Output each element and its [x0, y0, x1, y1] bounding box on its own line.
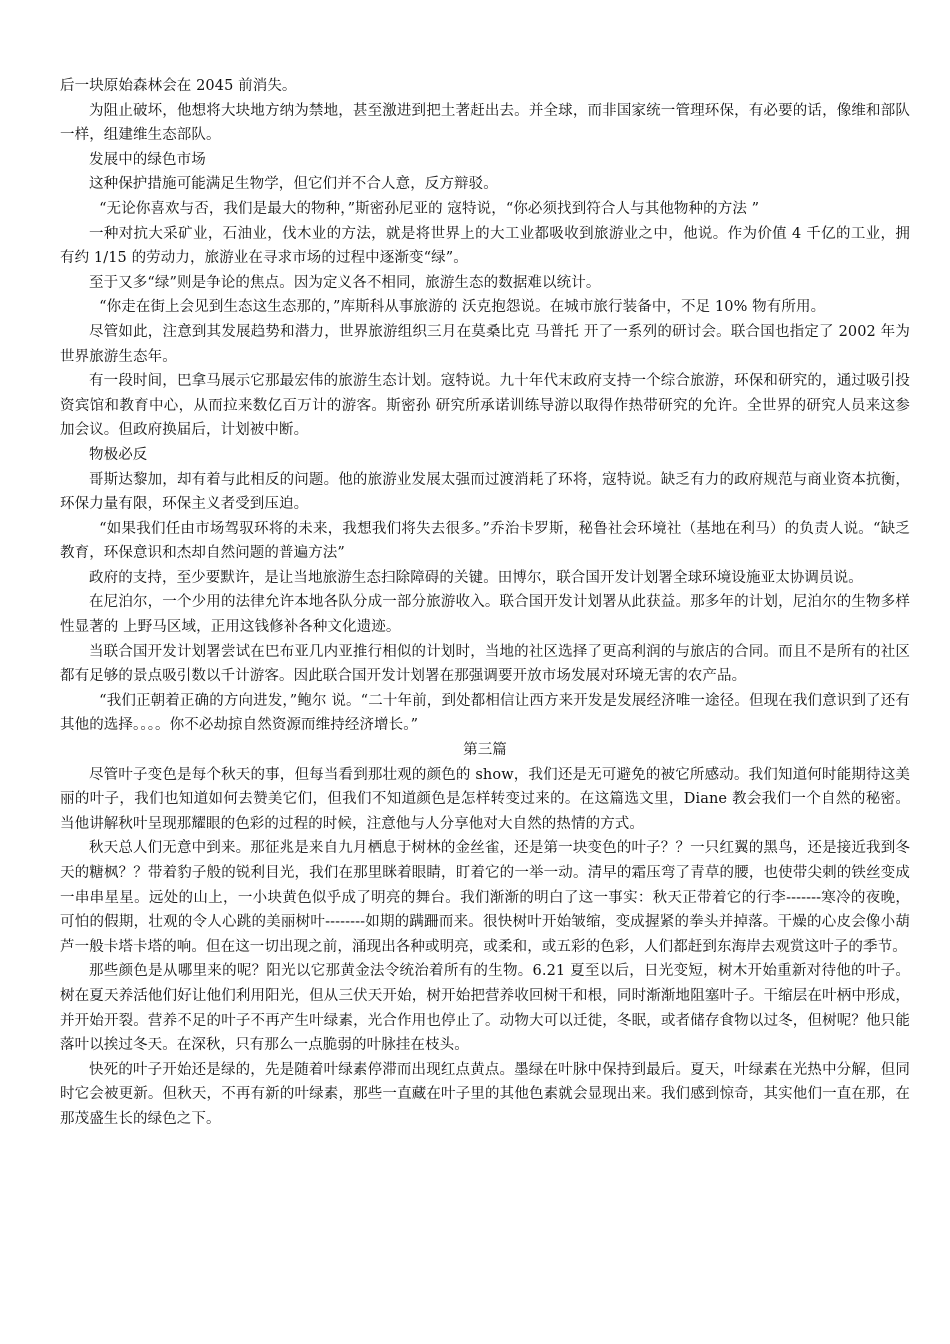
chapter-title-part-three: 第三篇	[463, 742, 507, 759]
section-heading-green-market: 发展中的绿色市场	[89, 151, 206, 168]
paragraph-6: 一种对抗大采矿业，石油业，伐木业的方法，就是将世界上的大工业都吸收到旅游业之中，他说。作为价值 4 千亿的工业，拥有约 1/15 的劳动力，旅游业在寻求市场的过程中逐渐变“绿”。	[60, 225, 910, 267]
paragraph-1: 后一块原始森林会在 2045 前消失。	[60, 78, 297, 94]
paragraph-15: 在尼泊尔，一个少用的法律允许本地各队分成一部分旅游收入。联合国开发计划署从此获益。那多年的计划，尼泊尔的生物多样性显著的 上野马区域，正用这钱修补各种文化遗迹。	[60, 594, 910, 636]
paragraph-19: 尽管叶子变色是每个秋天的事，但每当看到那壮观的颜色的 show，我们还是无可避免的被它所感动。我们知道何时能期待这美丽的叶子，我们也知道如何去赞美它们，但我们不知道颜色是怎样转变过来的。在这篇选文里，Diane 教会我们一个自然的秘密。当他讲解秋叶呈现那耀眼的色彩的过程的时候，注意他与人分享他对大自然的热情的方式。	[60, 766, 910, 832]
document-body	[60, 74, 910, 1132]
quote-paragraph-13: “如果我们任由市场驾驭环将的未来，我想我们将失去很多。”乔治卡罗斯，秘鲁社会环境社（基地在利马）的负责人说。“缺乏教育，环保意识和杰却自然问题的普遍方法”	[60, 520, 910, 562]
section-heading-extremes: 物极必反	[89, 446, 148, 463]
paragraph-20: 秋天总人们无意中到来。那征兆是来自九月栖息于树林的金丝雀，还是第一块变色的叶子？？一只红翼的黑鸟，还是接近我到冬天的糖枫？？带着豹子般的锐利目光，我们在那里眯着眼睛，盯着它的一举一动。清早的霜压弯了青草的腰，也使带尖刺的铁丝变成一串串星星。远处的山上，一小块黄色似乎成了明亮的舞台。我们渐渐的明白了这一事实：秋天正带着它的行李-------寒冷的夜晚，可怕的假期，壮观的令人心跳的美丽树叶--------如期的蹒跚而来。很快树叶开始皱缩，变成握紧的拳头并掉落。干燥的心皮会像小葫芦一般卡塔卡塔的响。但在这一切出现之前，涌现出各种或明亮，或柔和，或五彩的色彩，人们都赶到东海岸去观赏这叶子的季节。	[60, 840, 910, 955]
paragraph-12: 哥斯达黎加，却有着与此相反的问题。他的旅游业发展太强而过渡消耗了环将，寇特说。缺乏有力的政府规范与商业资本抗衡，环保力量有限，环保主义者受到压迫。	[60, 471, 910, 513]
paragraph-16: 当联合国开发计划署尝试在巴布亚几内亚推行相似的计划时，当地的社区选择了更高利润的与旅店的合同。而且不是所有的社区都有足够的景点吸引数以千计游客。因此联合国开发计划署在那强调要开放市场发展对环境无害的农产品。	[60, 643, 910, 685]
paragraph-9: 尽管如此，注意到其发展趋势和潜力，世界旅游组织三月在莫桑比克 马普托 开了一系列的研讨会。联合国也指定了 2002 年为世界旅游生态年。	[60, 323, 910, 365]
paragraph-10: 有一段时间，巴拿马展示它那最宏伟的旅游生态计划。寇特说。九十年代末政府支持一个综合旅游，环保和研究的，通过吸引投资宾馆和教育中心，从而拉来数亿百万计的游客。斯密孙 研究所承诺训练导游以取得作热带研究的允许。全世界的研究人员来这参加会议。但政府换届后，计划被中断。	[60, 373, 910, 439]
paragraph-4: 这种保护措施可能满足生物学，但它们并不合人意，反方辩驳。	[89, 176, 498, 193]
paragraph-22: 快死的叶子开始还是绿的，先是随着叶绿素停滞而出现红点黄点。墨绿在叶脉中保持到最后。夏天，叶绿素在光热中分解，但同时它会被更新。但秋天，不再有新的叶绿素，那些一直藏在叶子里的其他色素就会显现出来。我们感到惊奇，其实他们一直在那，在那茂盛生长的绿色之下。	[60, 1061, 910, 1127]
quote-paragraph-17: “我们正朝着正确的方向进发，”鲍尔 说。“二十年前，到处都相信让西方来开发是发展经济唯一途径。但现在我们意识到了还有其他的选择。。。。你不必劫掠自然资源而维持经济增长。”	[60, 692, 910, 734]
paragraph-2: 为阻止破坏，他想将大块地方纳为禁地，甚至激进到把土著赶出去。并全球，而非国家统一管理环保，有必要的话，像维和部队一样，组建维生态部队。	[60, 102, 910, 144]
quote-paragraph-8: “你走在街上会见到生态这生态那的，”库斯科从事旅游的 沃克抱怨说。在城市旅行装备中，不足 10% 物有所用。	[99, 299, 826, 316]
quote-paragraph-5: “无论你喜欢与否，我们是最大的物种，”斯密孙尼亚的 寇特说，“你必须找到符合人与其他物种的方法 ”	[99, 200, 760, 217]
paragraph-7: 至于又多“绿”则是争论的焦点。因为定义各不相同，旅游生态的数据难以统计。	[89, 274, 601, 291]
paragraph-21: 那些颜色是从哪里来的呢？阳光以它那黄金法令统治着所有的生物。6.21 夏至以后，日光变短，树木开始重新对待他的叶子。树在夏天养活他们好让他们利用阳光，但从三伏天开始，树开始把营养收回树干和根，同时渐渐地阻塞叶子。干缩层在叶柄中形成，并开始开裂。营养不足的叶子不再产生叶绿素，光合作用也停止了。动物大可以迁徙，冬眠，或者储存食物以过冬，但树呢？他只能落叶以挨过冬天。在深秋，只有那么一点脆弱的叶脉挂在枝头。	[60, 963, 910, 1054]
paragraph-14: 政府的支持，至少要默许，是让当地旅游生态扫除障碍的关键。田博尔，联合国开发计划署全球环境设施亚太协调员说。	[89, 569, 863, 586]
